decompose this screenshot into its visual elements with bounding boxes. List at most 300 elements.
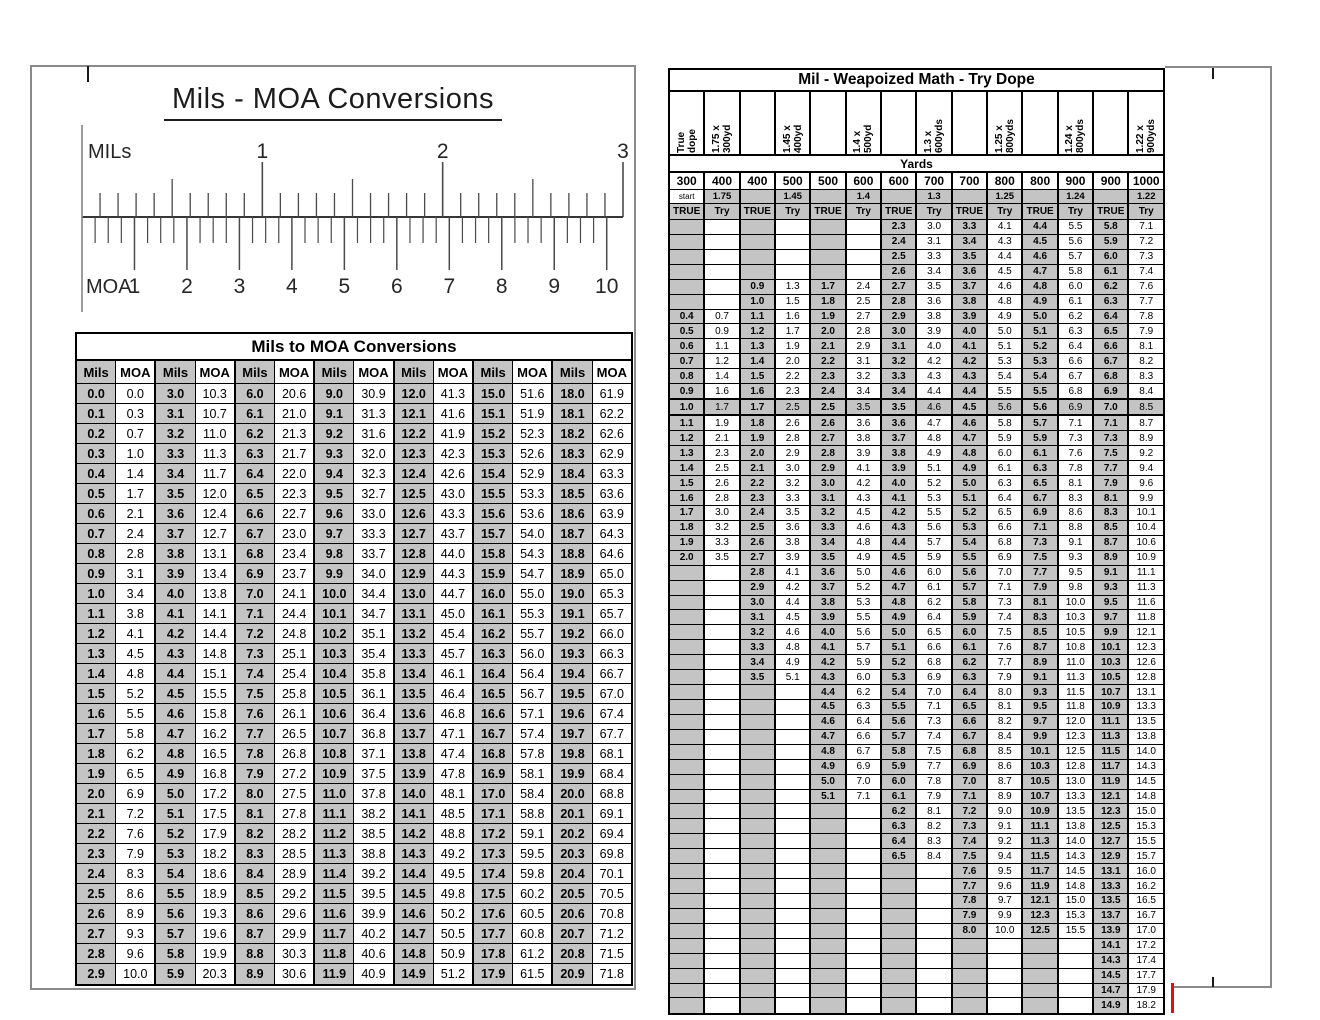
dope-table [668,68,1165,1015]
mils-value-cell: 10.7 [314,724,354,744]
mils-value-cell: 1.0 [76,584,116,604]
try-value-cell: 10.9 [1128,550,1164,565]
true-value-cell: 5.3 [1022,354,1057,369]
try-value-cell: 7.1 [916,700,951,715]
moa-value-cell: 65.7 [592,604,632,624]
true-value-cell: 6.2 [1093,279,1128,294]
yardage-cell: 900 [1058,172,1093,190]
true-value-cell: 4.2 [881,506,916,521]
true-value-cell: 2.6 [881,264,916,279]
dope-data-row [669,520,1164,535]
true-value-cell: 5.5 [1022,384,1057,400]
true-value-cell: 8.1 [1093,491,1128,506]
moa-value-cell: 35.1 [354,624,394,644]
moa-value-cell: 3.8 [116,604,156,624]
try-value-cell: 4.6 [846,520,881,535]
try-value-cell [775,685,810,700]
try-value-cell [704,729,739,744]
true-value-cell: 6.3 [881,819,916,834]
true-value-cell: 1.7 [740,399,775,415]
try-value-cell [704,670,739,685]
mils-value-cell: 19.6 [552,704,592,724]
mils-value-cell: 17.2 [473,824,513,844]
try-value-cell: 4.3 [846,491,881,506]
dope-data-row [669,685,1164,700]
mils-value-cell: 15.2 [473,424,513,444]
true-value-cell: 3.8 [810,595,845,610]
mils-value-cell: 17.1 [473,804,513,824]
mils-value-cell: 19.9 [552,764,592,784]
try-value-cell [704,700,739,715]
true-value-cell: 5.0 [881,625,916,640]
mils-value-cell: 11.2 [314,824,354,844]
true-value-cell: 6.0 [881,774,916,789]
true-value-cell [1022,938,1057,953]
mils-value-cell: 12.2 [394,424,434,444]
mils-value-cell: 4.6 [155,704,195,724]
try-value-cell: 17.7 [1128,968,1164,983]
true-value-cell [669,804,704,819]
true-value-cell: 9.7 [1022,714,1057,729]
try-value-cell: 5.7 [846,640,881,655]
dope-data-row [669,714,1164,729]
moa-value-cell: 36.8 [354,724,394,744]
true-value-cell: 6.2 [952,655,987,670]
true-value-cell [740,998,775,1014]
try-value-cell: 9.3 [1058,550,1093,565]
mils-value-cell: 1.4 [76,664,116,684]
mils-header-cell: Mils [473,360,513,384]
try-value-cell: 1.7 [704,399,739,415]
mils-value-cell: 16.8 [473,744,513,764]
mils-value-cell: 3.4 [155,464,195,484]
true-value-cell: 5.7 [952,580,987,595]
try-value-cell: 7.3 [1128,249,1164,264]
true-value-cell: 5.4 [952,535,987,550]
true-value-cell [740,700,775,715]
try-value-cell: 9.4 [987,849,1022,864]
mils-header-cell: Mils [394,360,434,384]
try-value-cell: 6.0 [987,446,1022,461]
moa-value-cell: 16.8 [195,764,235,784]
try-value-cell [846,249,881,264]
true-value-cell: 4.5 [952,399,987,415]
moa-value-cell: 5.5 [116,704,156,724]
try-value-cell: 11.1 [1128,565,1164,580]
try-value-cell: 9.0 [987,804,1022,819]
true-value-cell: 1.0 [740,294,775,309]
try-value-cell: 8.2 [916,819,951,834]
try-value-cell: 7.4 [1128,264,1164,279]
moa-value-cell: 42.3 [433,444,473,464]
try-value-cell: 8.7 [987,774,1022,789]
mils-value-cell: 5.0 [155,784,195,804]
try-value-cell: 9.5 [1058,565,1093,580]
try-value-cell: 6.3 [987,476,1022,491]
try-value-cell: 3.4 [916,264,951,279]
mils-moa-data-row [76,564,632,584]
true-value-cell: 13.1 [1093,864,1128,879]
moa-tick-label: 3 [233,275,246,298]
true-value-cell [669,729,704,744]
moa-value-cell: 54.0 [513,524,553,544]
mils-value-cell: 10.8 [314,744,354,764]
moa-value-cell: 70.1 [592,864,632,884]
mils-value-cell: 18.9 [552,564,592,584]
moa-value-cell: 68.8 [592,784,632,804]
yardage-cell: 500 [810,172,845,190]
dope-data-row [669,324,1164,339]
try-value-cell: 13.5 [1128,714,1164,729]
true-value-cell [669,220,704,235]
true-value-cell [810,864,845,879]
moa-value-cell: 12.7 [195,524,235,544]
true-value-cell [881,864,916,879]
moa-value-cell: 7.9 [116,844,156,864]
start-value-cell: 1.4 [846,190,881,204]
true-value-cell: 4.8 [1022,279,1057,294]
try-value-cell: 7.6 [1058,446,1093,461]
dope-data-row [669,864,1164,879]
mils-value-cell: 1.7 [76,724,116,744]
moa-value-cell: 10.3 [195,384,235,404]
moa-value-cell: 70.5 [592,884,632,904]
true-value-cell: 1.9 [669,535,704,550]
try-value-cell: 15.5 [1128,834,1164,849]
mils-value-cell: 17.9 [473,964,513,985]
moa-value-cell: 59.8 [513,864,553,884]
true-value-cell: 3.1 [881,339,916,354]
true-value-cell: 6.4 [1093,309,1128,324]
try-value-cell: 0.7 [704,309,739,324]
true-value-cell [810,220,845,235]
moa-header-cell: MOA [592,360,632,384]
true-value-cell: 2.1 [740,461,775,476]
moa-value-cell: 12.4 [195,504,235,524]
moa-value-cell: 8.6 [116,884,156,904]
moa-value-cell: 14.4 [195,624,235,644]
true-value-cell: 6.6 [952,714,987,729]
try-value-cell [987,968,1022,983]
true-value-cell: 3.1 [810,491,845,506]
mils-value-cell: 6.2 [235,424,275,444]
true-value-cell [881,908,916,923]
true-value-cell: 12.5 [1093,819,1128,834]
mils-value-cell: 18.3 [552,444,592,464]
true-value-cell: 7.3 [1022,535,1057,550]
mils-value-cell: 8.9 [235,964,275,985]
try-value-cell: 7.1 [1058,415,1093,431]
true-value-cell: 9.7 [1093,610,1128,625]
try-value-cell [704,953,739,968]
moa-value-cell: 50.5 [433,924,473,944]
moa-value-cell: 18.6 [195,864,235,884]
mils-value-cell: 19.8 [552,744,592,764]
moa-value-cell: 46.4 [433,684,473,704]
true-value-cell: 4.2 [810,655,845,670]
true-value-cell: 10.1 [1093,640,1128,655]
true-value-cell: 4.3 [881,520,916,535]
try-value-cell: 7.3 [916,714,951,729]
try-value-cell: 1.5 [775,294,810,309]
try-value-cell: 6.5 [916,625,951,640]
try-value-cell: 7.8 [1058,461,1093,476]
true-value-cell: 1.0 [669,399,704,415]
true-value-cell: 7.3 [1093,431,1128,446]
true-value-cell: 10.5 [1022,774,1057,789]
true-value-cell [669,234,704,249]
mils-value-cell: 2.5 [76,884,116,904]
moa-value-cell: 16.2 [195,724,235,744]
true-value-cell [669,580,704,595]
mils-value-cell: 7.7 [235,724,275,744]
true-value-cell [669,774,704,789]
try-value-cell: 4.4 [916,384,951,400]
mils-value-cell: 7.5 [235,684,275,704]
dope-data-row [669,670,1164,685]
true-value-cell: 6.9 [952,759,987,774]
mils-value-cell: 4.5 [155,684,195,704]
try-value-cell: 5.1 [916,461,951,476]
try-value-cell [775,789,810,804]
true-value-cell [740,938,775,953]
mils-value-cell: 2.1 [76,804,116,824]
moa-tick-label: 4 [286,275,298,298]
mils-header-cell: Mils [76,360,116,384]
true-value-cell: 5.6 [881,714,916,729]
mils-value-cell: 13.0 [394,584,434,604]
moa-value-cell: 37.8 [354,784,394,804]
mils-value-cell: 13.2 [394,624,434,644]
true-value-cell: 7.7 [952,879,987,894]
try-value-cell: 7.1 [846,789,881,804]
dope-data-row [669,309,1164,324]
mils-value-cell: 18.6 [552,504,592,524]
true-value-cell: 7.1 [952,789,987,804]
true-value-cell: 4.1 [810,640,845,655]
moa-value-cell: 69.4 [592,824,632,844]
dope-column-header-cell [1058,91,1093,155]
mils-value-cell: 11.8 [314,944,354,964]
try-value-cell: 7.8 [916,774,951,789]
try-value-cell [704,789,739,804]
mils-value-cell: 19.0 [552,584,592,604]
mils-value-cell: 14.9 [394,964,434,985]
mils-moa-data-row [76,804,632,824]
moa-tick-label: 6 [390,275,403,298]
mils-value-cell: 15.1 [473,404,513,424]
try-value-cell [704,804,739,819]
moa-value-cell: 71.8 [592,964,632,985]
mils-value-cell: 8.5 [235,884,275,904]
try-value-cell: 7.0 [916,685,951,700]
try-value-cell: 4.8 [987,294,1022,309]
dope-yards-band-row [669,155,1164,172]
try-value-cell [704,249,739,264]
dope-column-header-cell [704,91,739,155]
true-value-cell: 9.9 [1022,729,1057,744]
true-value-cell [740,685,775,700]
true-value-cell [669,908,704,923]
ruler-title-wrap [32,83,634,121]
mils-value-cell: 20.0 [552,784,592,804]
mils-value-cell: 19.1 [552,604,592,624]
moa-value-cell: 67.4 [592,704,632,724]
dope-data-row [669,565,1164,580]
moa-header-cell: MOA [433,360,473,384]
try-value-cell: 7.4 [916,729,951,744]
moa-value-cell: 8.3 [116,864,156,884]
moa-tick-label: 9 [548,275,561,298]
start-value-cell [1093,190,1128,204]
mils-value-cell: 3.9 [155,564,195,584]
moa-value-cell: 57.1 [513,704,553,724]
true-value-cell: 5.0 [1022,309,1057,324]
true-value-cell: 9.1 [1093,565,1128,580]
try-value-cell [775,774,810,789]
true-value-cell: 11.9 [1093,774,1128,789]
mils-header-cell: Mils [552,360,592,384]
moa-value-cell: 44.7 [433,584,473,604]
true-value-cell [740,234,775,249]
dope-data-row [669,339,1164,354]
mils-value-cell: 11.7 [314,924,354,944]
true-value-cell: 14.9 [1093,998,1128,1014]
try-value-cell [846,968,881,983]
true-value-cell: 13.3 [1093,879,1128,894]
try-value-cell [704,580,739,595]
mils-value-cell: 10.6 [314,704,354,724]
mils-value-cell: 4.3 [155,644,195,664]
moa-value-cell: 28.2 [275,824,315,844]
try-value-cell: 3.2 [775,476,810,491]
true-value-cell [881,938,916,953]
try-value-cell [704,759,739,774]
moa-value-cell: 22.0 [275,464,315,484]
try-value-cell [775,953,810,968]
try-value-cell: 8.5 [1128,399,1164,415]
try-value-cell: 6.6 [846,729,881,744]
true-value-cell: 5.4 [1022,369,1057,384]
try-value-cell: 8.1 [916,804,951,819]
try-value-cell [846,998,881,1014]
true-value-cell: 5.9 [1093,234,1128,249]
mils-value-cell: 19.7 [552,724,592,744]
true-value-cell: 3.4 [810,535,845,550]
moa-value-cell: 15.5 [195,684,235,704]
true-value-cell: 8.0 [952,923,987,938]
mils-value-cell: 8.1 [235,804,275,824]
try-value-cell: 13.0 [1058,774,1093,789]
mils-value-cell: 14.0 [394,784,434,804]
mils-value-cell: 3.2 [155,424,195,444]
frame-right-line [1270,66,1272,988]
try-value-cell: 3.1 [916,234,951,249]
mils-header-cell: Mils [155,360,195,384]
yardage-cell: 700 [916,172,951,190]
try-value-cell: 7.7 [987,655,1022,670]
try-value-cell: 5.3 [987,354,1022,369]
true-value-cell: 2.7 [740,550,775,565]
dope-data-row [669,700,1164,715]
moa-value-cell: 27.8 [275,804,315,824]
try-value-cell: 2.0 [775,354,810,369]
true-value-cell: 4.6 [952,415,987,431]
mils-value-cell: 12.8 [394,544,434,564]
true-value-cell [740,834,775,849]
mils-moa-data-row [76,604,632,624]
mils-value-cell: 11.1 [314,804,354,824]
dope-data-row [669,595,1164,610]
true-value-cell: 0.9 [740,279,775,294]
try-value-cell: 8.6 [1058,506,1093,521]
dope-data-row [669,431,1164,446]
mils-value-cell: 20.2 [552,824,592,844]
try-value-cell [775,879,810,894]
try-value-cell: 2.9 [775,446,810,461]
true-value-cell: 3.3 [810,520,845,535]
yards-band-cell: Yards [669,155,1164,172]
moa-header-cell: MOA [513,360,553,384]
mils-value-cell: 17.7 [473,924,513,944]
true-value-cell: 3.7 [881,431,916,446]
true-value-cell: 7.8 [952,893,987,908]
mils-value-cell: 13.9 [394,764,434,784]
true-value-cell [740,908,775,923]
mils-value-cell: 4.0 [155,584,195,604]
try-value-cell [775,908,810,923]
true-value-cell [1022,998,1057,1014]
try-value-cell: 3.0 [775,461,810,476]
mils-value-cell: 9.8 [314,544,354,564]
true-value-cell [740,789,775,804]
mils-value-cell: 8.8 [235,944,275,964]
dope-data-row [669,476,1164,491]
true-value-cell: 14.7 [1093,983,1128,998]
true-value-cell: 6.3 [952,670,987,685]
dope-data-row [669,535,1164,550]
try-value-cell [846,819,881,834]
moa-value-cell: 17.9 [195,824,235,844]
try-value-cell [704,908,739,923]
try-value-cell: 4.9 [916,446,951,461]
mils-value-cell: 13.1 [394,604,434,624]
true-value-cell: 0.7 [669,354,704,369]
try-value-cell [704,998,739,1014]
mils-value-cell: 5.7 [155,924,195,944]
try-value-cell: 13.8 [1128,729,1164,744]
mils-value-cell: 1.6 [76,704,116,724]
try-value-cell: 2.5 [775,399,810,415]
moa-value-cell: 21.0 [275,404,315,424]
try-value-cell [846,923,881,938]
mils-moa-title-row [76,333,632,360]
try-value-cell [775,819,810,834]
try-value-cell: 6.3 [846,700,881,715]
moa-value-cell: 8.9 [116,904,156,924]
crop-tick-top-right [1212,68,1214,79]
try-value-cell: 5.4 [987,369,1022,384]
mils-value-cell: 9.0 [314,384,354,404]
try-value-cell: 4.4 [775,595,810,610]
true-value-cell: 5.8 [1093,220,1128,235]
true-value-cell: 1.1 [740,309,775,324]
dope-data-row [669,369,1164,384]
mils-value-cell: 15.6 [473,504,513,524]
start-value-cell [1022,190,1057,204]
true-value-cell: 5.5 [952,550,987,565]
rotated-header-text: 1.3 x 600yds [922,119,946,153]
